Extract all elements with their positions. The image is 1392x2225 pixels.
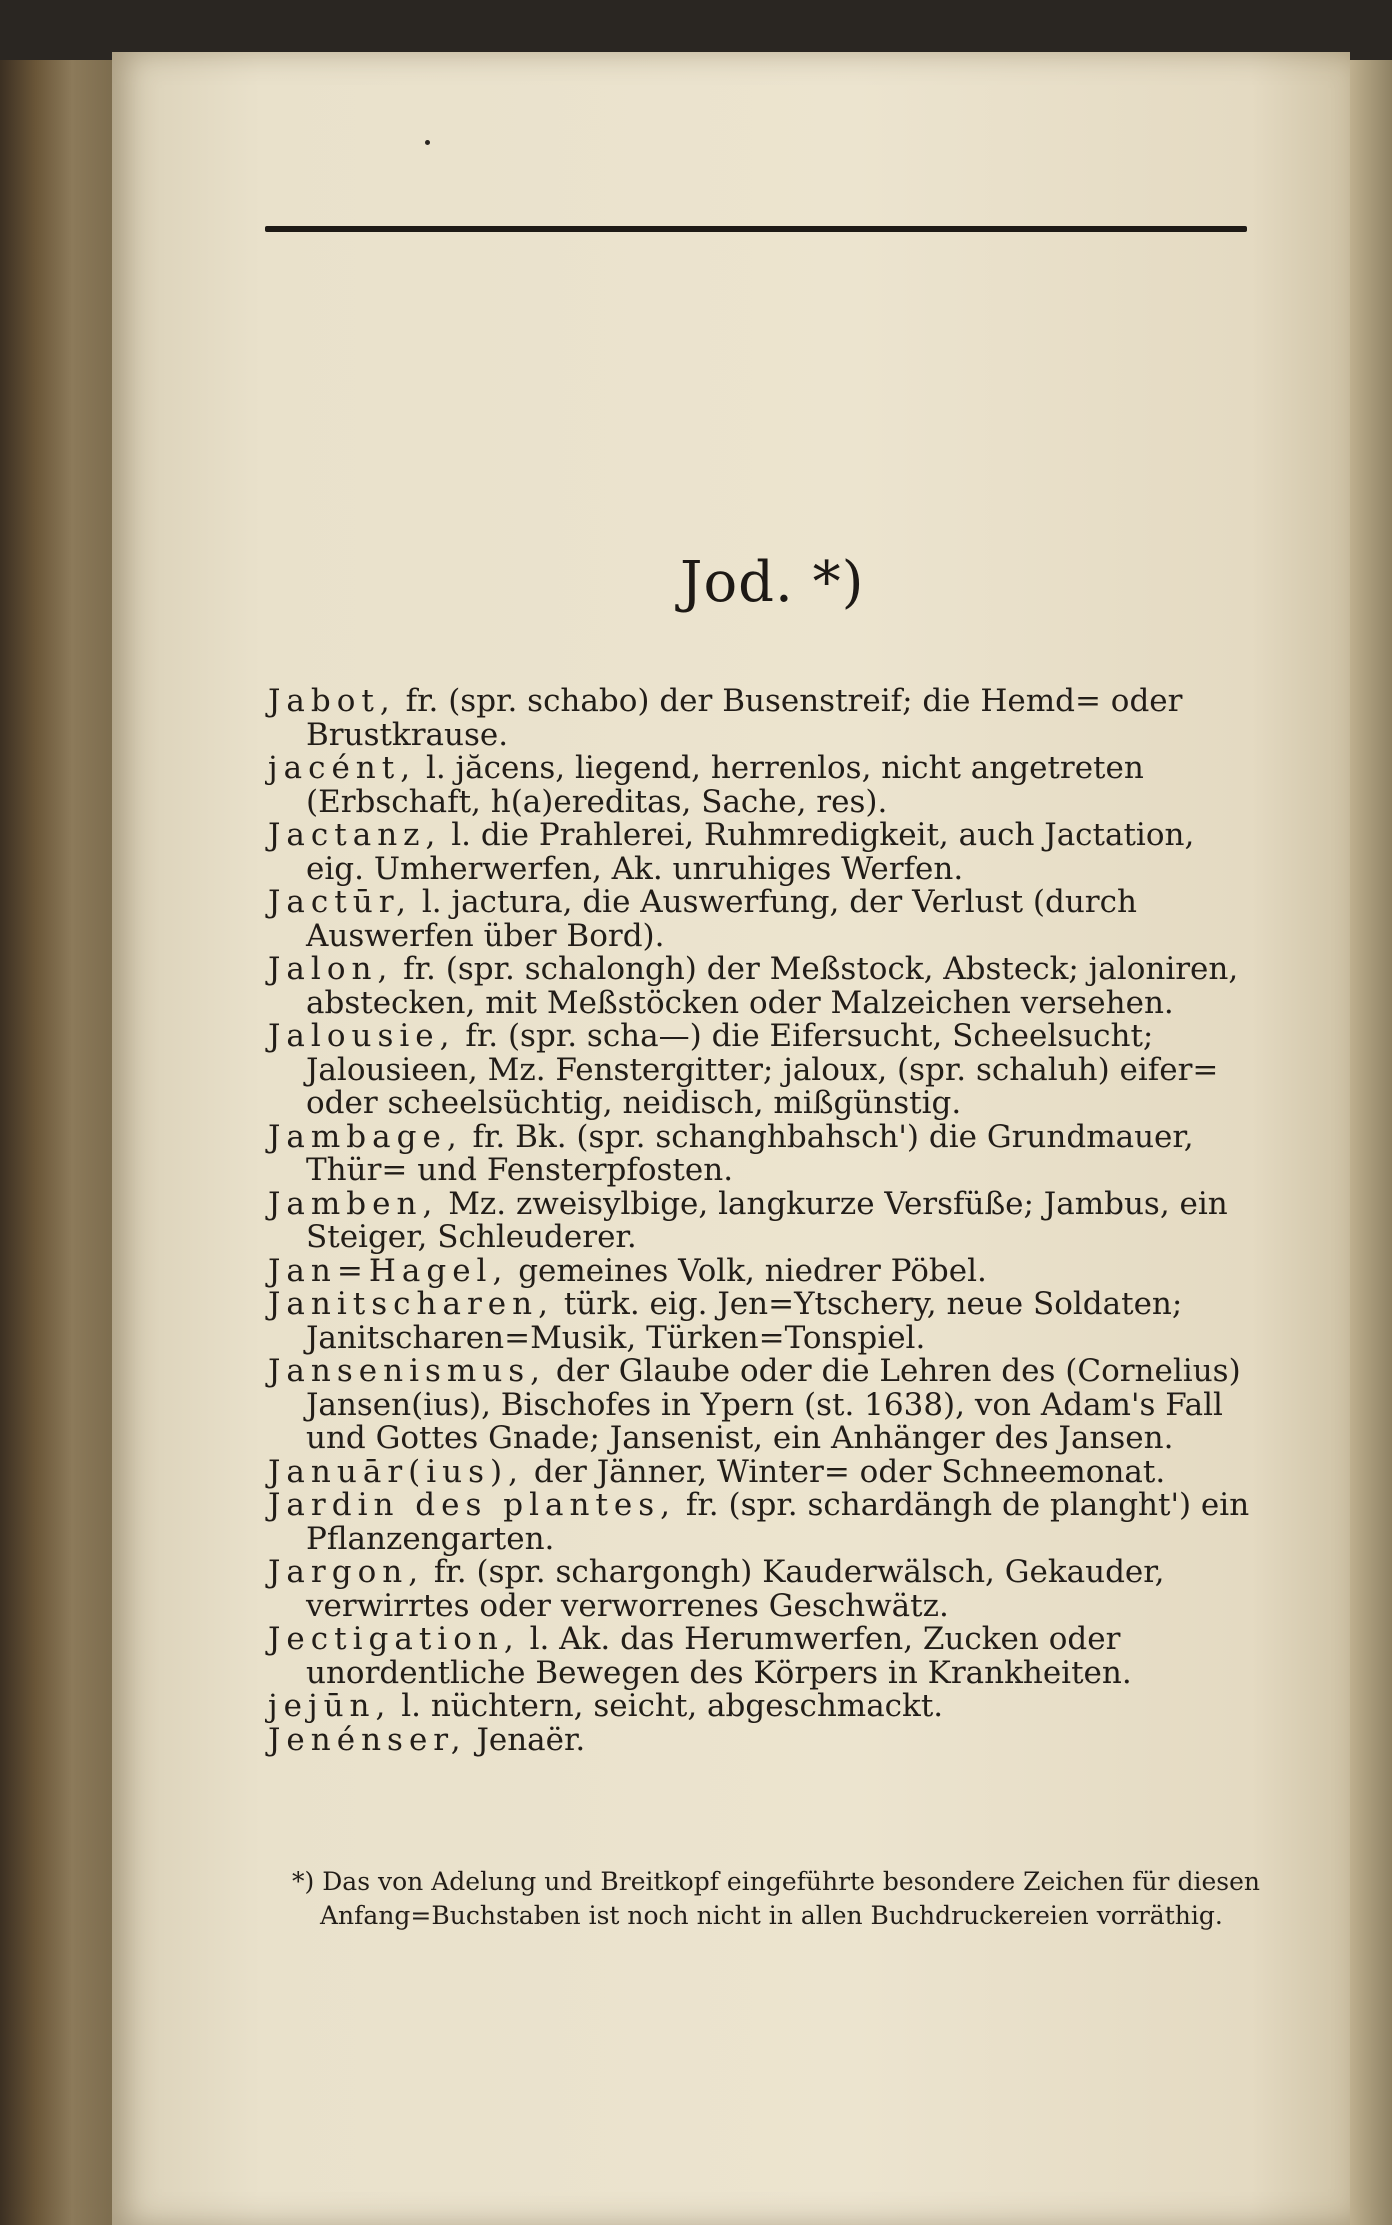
entry-lemma: Jalon,: [268, 951, 394, 987]
entry-lemma: jacént,: [268, 750, 417, 786]
dictionary-entry: [268, 1721, 1258, 1758]
section-title: Jod. *): [680, 550, 865, 615]
entry-lemma: Jan=Hagel,: [268, 1252, 509, 1289]
dictionary-entry: [268, 1185, 1258, 1255]
entry-lemma: Jargon,: [268, 1554, 425, 1590]
entry-lemma: jejūn,: [268, 1688, 392, 1724]
entry-lemma: Jardin des plantes,: [268, 1487, 677, 1523]
dictionary-entry: [268, 953, 1258, 1020]
entry-text: l. jăcens, liegend, herrenlos, nicht angetreten (Erbschaft, h(a)ereditas, Sache, res).: [306, 750, 1144, 820]
entry-lemma: Jamben,: [268, 1185, 439, 1222]
footnote: [292, 1865, 1275, 1933]
entry-text: fr. (spr. schabo) der Busenstreif; die Hemd= oder Brustkrause.: [306, 683, 1183, 753]
entry-text: Jenaër.: [476, 1721, 586, 1758]
entry-text: l. nüchtern, seicht, abgeschmackt.: [401, 1688, 944, 1724]
entry-text: l. Ak. das Herumwerfen, Zucken oder unordentliche Bewegen des Körpers in Krankheiten.: [306, 1621, 1132, 1691]
entry-lemma: Jabot,: [268, 683, 396, 719]
entry-lemma: Jactanz,: [268, 817, 442, 853]
dictionary-entry: [268, 1489, 1258, 1556]
footnote-mark: *): [292, 1867, 315, 1896]
entry-text: der Jänner, Winter= oder Schneemonat.: [533, 1453, 1166, 1490]
dictionary-entry: [268, 1252, 1258, 1289]
entry-text: l. die Prahlerei, Ruhmredigkeit, auch Jactation, eig. Umherwerfen, Ak. unruhiges Werfen.: [306, 817, 1195, 887]
entry-text: der Glaube oder die Lehren des (Cornelius) Jansen(ius), Bischofes in Ypern (st. 1638), von Adam's Fall und Gottes Gnade; Jansenist, ein Anhänger des Jansen.: [306, 1353, 1241, 1456]
entry-lemma: Jectigation,: [268, 1621, 520, 1657]
entry-text: gemeines Volk, niedrer Pöbel.: [518, 1252, 987, 1289]
entry-text: fr. (spr. scha—) die Eifersucht, Scheelsucht; Jalousieen, Mz. Fenstergitter; jaloux, (spr. schaluh) eifer= oder scheelsüchtig, neidisch, mißgünstig.: [306, 1018, 1219, 1121]
dictionary-entry: [268, 1020, 1258, 1121]
entry-text: Mz. zweisylbige, langkurze Versfüße; Jambus, ein Steiger, Schleuderer.: [306, 1185, 1228, 1255]
book-fore-edge: [0, 60, 120, 2225]
dictionary-entry: [268, 752, 1258, 819]
entry-lemma: Janitscharen,: [268, 1286, 554, 1322]
dictionary-entry: [268, 1690, 1258, 1724]
footnote-text: Das von Adelung und Breitkopf eingeführte besondere Zeichen für diesen Anfang=Buchstaben ist noch nicht in allen Buchdruckereien vorräthig.: [320, 1867, 1260, 1930]
dictionary-entry: [268, 685, 1258, 752]
entry-lemma: Jalousie,: [268, 1018, 456, 1054]
entry-lemma: Jansenismus,: [268, 1353, 547, 1389]
entry-text: fr. (spr. schalongh) der Meßstock, Absteck; jaloniren, abstecken, mit Meßstöcken oder Malzeichen versehen.: [306, 951, 1239, 1021]
dictionary-entry: [268, 1118, 1258, 1188]
dictionary-entry: [268, 1623, 1258, 1690]
entry-text: türk. eig. Jen=Ytschery, neue Soldaten; Janitscharen=Musik, Türken=Tonspiel.: [306, 1286, 1183, 1356]
entry-lemma: Jactūr,: [268, 884, 412, 920]
dictionary-entry: [268, 1288, 1258, 1355]
entry-lemma: Januār(ius),: [268, 1453, 524, 1490]
entry-lemma: Jenénser,: [268, 1721, 467, 1758]
entry-text: fr. Bk. (spr. schanghbahsch') die Grundmauer, Thür= und Fensterpfosten.: [306, 1118, 1194, 1188]
dictionary-entry: [268, 1453, 1258, 1490]
dictionary-entry: [268, 1355, 1258, 1456]
header-rule: [265, 226, 1247, 232]
entry-text: fr. (spr. schardängh de planght') ein Pflanzengarten.: [306, 1487, 1250, 1557]
dictionary-entry: [268, 819, 1258, 886]
entry-text: fr. (spr. schargongh) Kauderwälsch, Gekauder, verwirrtes oder verworrenes Geschwätz.: [306, 1554, 1165, 1624]
dictionary-entries: [268, 685, 1258, 1757]
facing-page-edge: [1350, 60, 1392, 2225]
dictionary-entry: [268, 886, 1258, 953]
ink-speck: [425, 140, 430, 145]
dictionary-entry: [268, 1556, 1258, 1623]
entry-lemma: Jambage,: [268, 1118, 463, 1155]
entry-text: l. jactura, die Auswerfung, der Verlust (durch Auswerfen über Bord).: [306, 884, 1137, 954]
